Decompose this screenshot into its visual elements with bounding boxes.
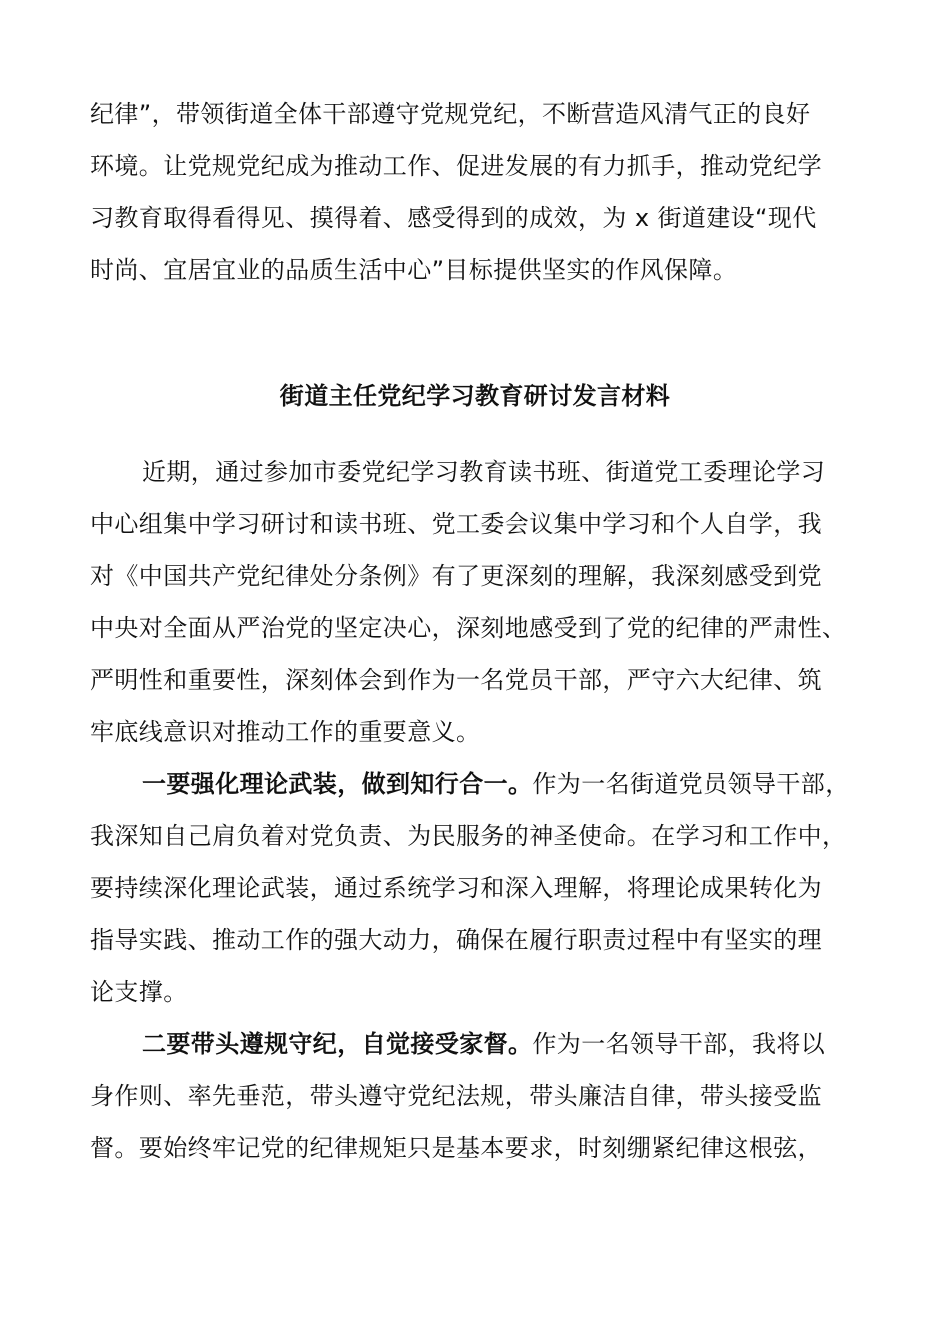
- paragraph-2-line-3: 要持续深化理论武装，通过系统学习和深入理解，将理论成果转化为: [90, 874, 822, 902]
- paragraph-2-line-2: 我深知自己肩负着对党负责、为民服务的神圣使命。在学习和工作中，: [90, 822, 847, 850]
- paragraph-1-line-2: 中心组集中学习研讨和读书班、党工委会议集中学习和个人自学，我: [90, 510, 822, 538]
- paragraph-3-line-3: 督。要始终牢记党的纪律规矩只是基本要求，时刻绷紧纪律这根弦，: [90, 1134, 822, 1162]
- paragraph-3-line-1: [142, 1018, 942, 1070]
- intro-line-2: 环境。让党规党纪成为推动工作、促进发展的有力抓手，推动党纪学: [90, 152, 822, 180]
- paragraph-2-line-4: 指导实践、推动工作的强大动力，确保在履行职责过程中有坚实的理: [90, 926, 822, 954]
- paragraph-3-first-line-text: 作为一名领导干部，我将以: [532, 1030, 826, 1058]
- intro-line-1: 纪律”，带领街道全体干部遵守党规党纪，不断营造风清气正的良好: [90, 100, 811, 128]
- paragraph-2-line-5: 论支撑。: [90, 978, 188, 1006]
- document-title: 街道主任党纪学习教育研讨发言材料: [279, 382, 671, 410]
- paragraph-2-first-line-text: 作为一名街道党员领导干部，: [532, 770, 850, 798]
- intro-line-3: 习教育取得看得见、摸得着、感受得到的成效，为 x 街道建设“现代: [90, 204, 817, 232]
- paragraph-1-line-6: 牢底线意识对推动工作的重要意义。: [90, 718, 481, 746]
- paragraph-3-line-2: 身作则、率先垂范，带头遵守党纪法规，带头廉洁自律，带头接受监: [90, 1082, 822, 1110]
- paragraph-3-heading: 二要带头遵规守纪，自觉接受家督。: [142, 1030, 533, 1058]
- paragraph-2-line-1: [142, 758, 942, 810]
- intro-line-4: 时尚、宜居宜业的品质生活中心”目标提供坚实的作风保障。: [90, 256, 738, 284]
- paragraph-1-line-5: 严明性和重要性，深刻体会到作为一名党员干部，严守六大纪律、筑: [90, 666, 822, 694]
- paragraph-1-line-3: 对《中国共产党纪律处分条例》有了更深刻的理解，我深刻感受到党: [90, 562, 822, 590]
- paragraph-1-line-4: 中央对全面从严治党的坚定决心，深刻地感受到了党的纪律的严肃性、: [90, 614, 847, 642]
- paragraph-2-heading: 一要强化理论武装，做到知行合一。: [142, 770, 533, 798]
- paragraph-1-line-1: 近期，通过参加市委党纪学习教育读书班、街道党工委理论学习: [142, 458, 826, 486]
